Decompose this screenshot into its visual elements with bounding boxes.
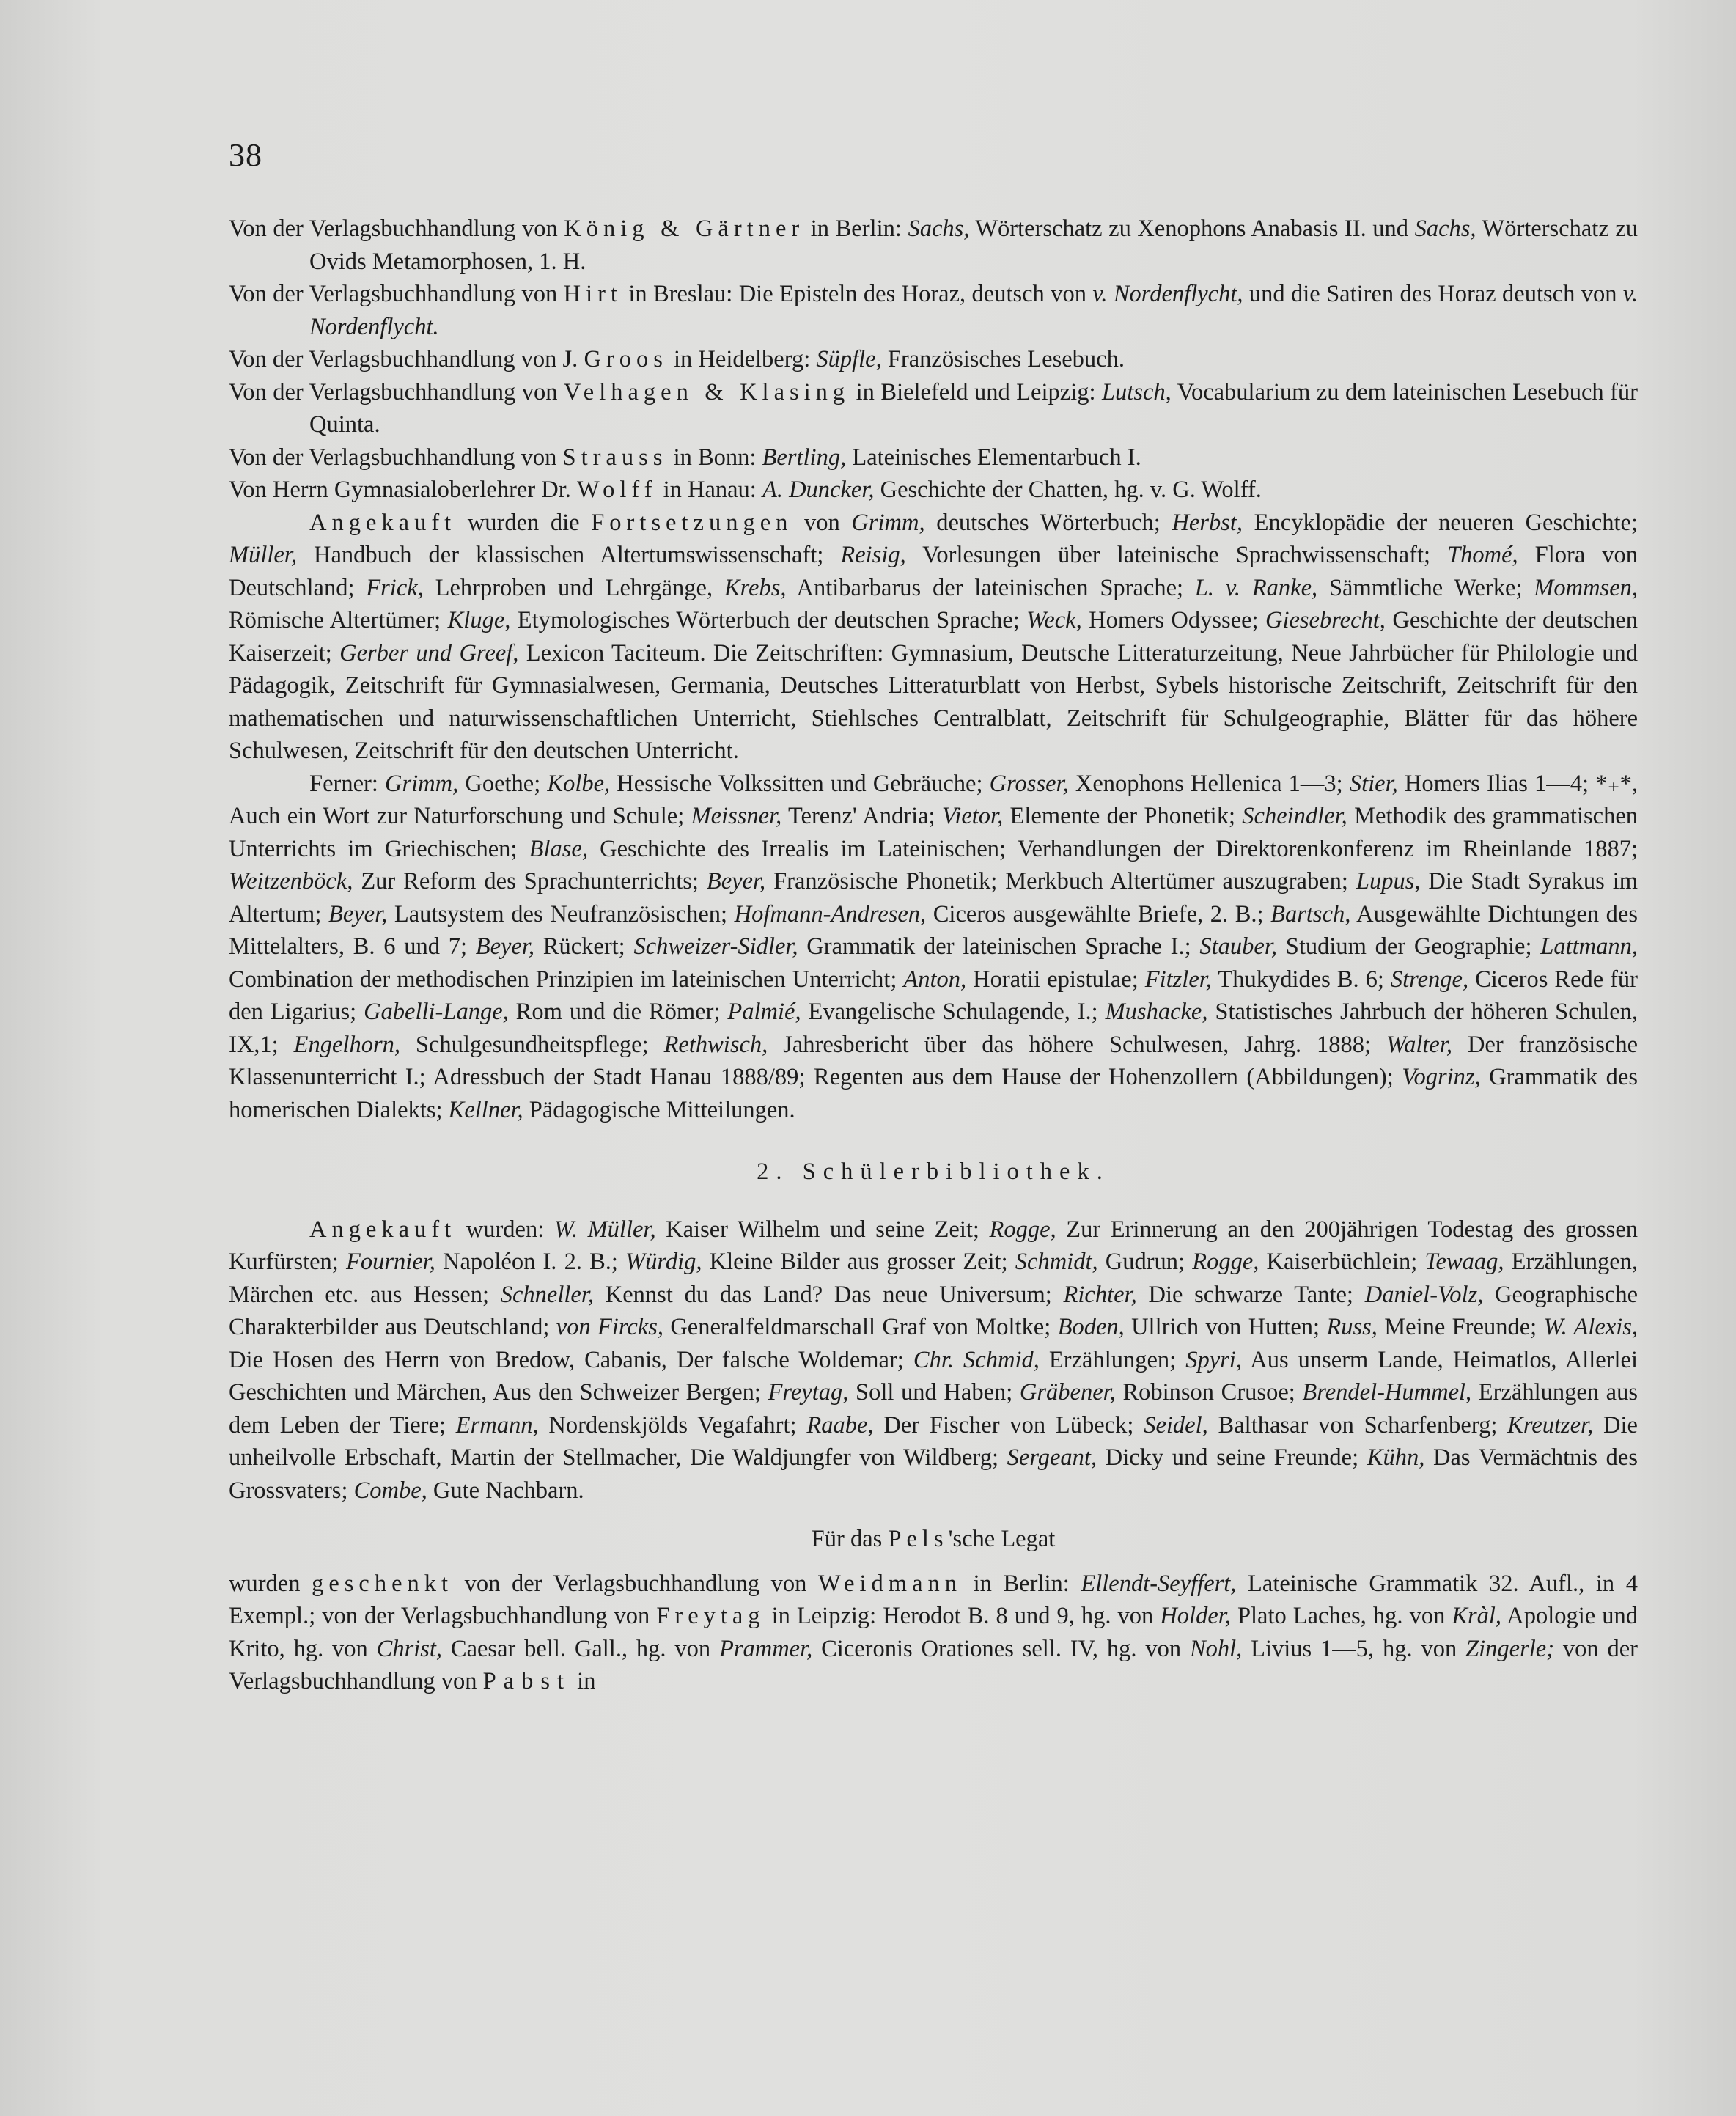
acquisition-entry: Von Herrn Gymnasialoberlehrer Dr. Wolff in Hanau: A. Duncker, Geschichte der Chatten, hg. v. G. Wolff.	[229, 477, 1262, 503]
legat-heading: Für das Pels'sche Legat	[811, 1526, 1056, 1552]
purchases-paragraph: Angekauft wurden die Fortsetzungen von Grimm, deutsches Wörterbuch; Herbst, Encyklopädie der neueren Geschichte; Müller, Handbuch der klassischen Altertumswissenschaft; Reisig, Vorlesungen über lateinische Sprachwissenschaft; Thomé, Flora von Deutschland; Frick, Lehrproben und Lehrgänge, Krebs, Antibarbarus der lateinischen Sprache; L. v. Ranke, Sämmtliche Werke; Mommsen, Römische Altertümer; Kluge, Etymologisches Wörterbuch der deutschen Sprache; Weck, Homers Odyssee; Giesebrecht, Geschichte der deutschen Kaiserzeit; Gerber und Greef, Lexicon Taciteum. Die Zeitschriften: Gymnasium, Deutsche Litteraturzeitung, Neue Jahrbücher für Philologie und Pädagogik, Zeitschrift für Gymnasialwesen, Germania, Deutsches Litteraturblatt von Herbst, Sybels historische Zeitschrift, Zeitschrift für den mathematischen und naturwissenschaftlichen Unterricht, Stiehlsches Centralblatt, Zeitschrift für Schulgeographie, Blätter für das höhere Schulwesen, Zeitschrift für den deutschen Unterricht.	[229, 509, 1638, 764]
page-number: 38	[229, 137, 262, 173]
acquisition-entry: Von der Verlagsbuchhandlung von König & Gärtner in Berlin: Sachs, Wörterschatz zu Xenophons Anabasis II. und Sachs, Wörterschatz zu Ovids Metamorphosen, 1. H.	[229, 216, 1638, 275]
acquisition-entry: Von der Verlagsbuchhandlung von Velhagen & Klasing in Bielefeld und Leipzig: Lutsch, Vocabularium zu dem lateinischen Lesebuch für Quinta.	[229, 378, 1638, 438]
legat-paragraph: wurden geschenkt von der Verlagsbuchhandlung von Weidmann in Berlin: Ellendt-Seyffert, Lateinische Grammatik 32. Aufl., in 4 Exempl.; von der Verlagsbuchhandlung von Freytag in Leipzig: Herodot B. 8 und 9, hg. von Holder, Plato Laches, hg. von Kràl, Apologie und Krito, hg. von Christ, Caesar bell. Gall., hg. von Prammer, Ciceronis Orationes sell. IV, hg. von Nohl, Livius 1—5, hg. von Zingerle; von der Verlagsbuchhandlung von Pabst in	[229, 1570, 1638, 1694]
page-content	[229, 213, 1638, 1698]
library-paragraph: Angekauft wurden: W. Müller, Kaiser Wilhelm und seine Zeit; Rogge, Zur Erinnerung an den 200jährigen Todestag des grossen Kurfürsten; Fournier, Napoléon I. 2. B.; Würdig, Kleine Bilder aus grosser Zeit; Schmidt, Gudrun; Rogge, Kaiserbüchlein; Tewaag, Erzählungen, Märchen etc. aus Hessen; Schneller, Kennst du das Land? Das neue Universum; Richter, Die schwarze Tante; Daniel-Volz, Geographische Charakterbilder aus Deutschland; von Fircks, Generalfeldmarschall Graf von Moltke; Boden, Ullrich von Hutten; Russ, Meine Freunde; W. Alexis, Die Hosen des Herrn von Bredow, Cabanis, Der falsche Woldemar; Chr. Schmid, Erzählungen; Spyri, Aus unserm Lande, Heimatlos, Allerlei Geschichten und Märchen, Aus den Schweizer Bergen; Freytag, Soll und Haben; Gräbener, Robinson Crusoe; Brendel-Hummel, Erzählungen aus dem Leben der Tiere; Ermann, Nordenskjölds Vegafahrt; Raabe, Der Fischer von Lübeck; Seidel, Balthasar von Scharfenberg; Kreutzer, Die unheilvolle Erbschaft, Martin der Stellmacher, Die Waldjungfer von Wildberg; Sergeant, Dicky und seine Freunde; Kühn, Das Vermächtnis des Grossvaters; Combe, Gute Nachbarn.	[229, 1216, 1638, 1504]
acquisition-entry: Von der Verlagsbuchhandlung von J. Groos in Heidelberg: Süpfle, Französisches Lesebuch.	[229, 346, 1125, 372]
acquisition-entry: Von der Verlagsbuchhandlung von Hirt in Breslau: Die Episteln des Horaz, deutsch von v. Nordenflycht, und die Satiren des Horaz deutsch von v. Nordenflycht.	[229, 281, 1638, 340]
ferner-paragraph: Ferner: Grimm, Goethe; Kolbe, Hessische Volkssitten und Gebräuche; Grosser, Xenophons Hellenica 1—3; Stier, Homers Ilias 1—4; *₊*, Auch ein Wort zur Naturforschung und Schule; Meissner, Terenz' Andria; Vietor, Elemente der Phonetik; Scheindler, Methodik des grammatischen Unterrichts im Griechischen; Blase, Geschichte des Irrealis im Lateinischen; Verhandlungen der Direktorenkonferenz im Rheinlande 1887; Weitzenböck, Zur Reform des Sprachunterrichts; Beyer, Französische Phonetik; Merkbuch Altertümer auszugraben; Lupus, Die Stadt Syrakus im Altertum; Beyer, Lautsystem des Neufranzösischen; Hofmann-Andresen, Ciceros ausgewählte Briefe, 2. B.; Bartsch, Ausgewählte Dichtungen des Mittelalters, B. 6 und 7; Beyer, Rückert; Schweizer-Sidler, Grammatik der lateinischen Sprache I.; Stauber, Studium der Geographie; Lattmann, Combination der methodischen Prinzipien im lateinischen Unterricht; Anton, Horatii epistulae; Fitzler, Thukydides B. 6; Strenge, Ciceros Rede für den Ligarius; Gabelli-Lange, Rom und die Römer; Palmié, Evangelische Schulagende, I.; Mushacke, Statistisches Jahrbuch der höheren Schulen, IX,1; Engelhorn, Schulgesundheitspflege; Rethwisch, Jahresbericht über das höhere Schulwesen, Jahrg. 1888; Walter, Der französische Klassenunterricht I.; Adressbuch der Stadt Hanau 1888/89; Regenten aus dem Hause der Hohenzollern (Abbildungen); Vogrinz, Grammatik des homerischen Dialekts; Kellner, Pädagogische Mitteilungen.	[229, 770, 1638, 1123]
acquisition-entry: Von der Verlagsbuchhandlung von Strauss in Bonn: Bertling, Lateinisches Elementarbuch I.	[229, 444, 1141, 471]
section-heading: 2. Schülerbibliothek.	[757, 1158, 1110, 1185]
